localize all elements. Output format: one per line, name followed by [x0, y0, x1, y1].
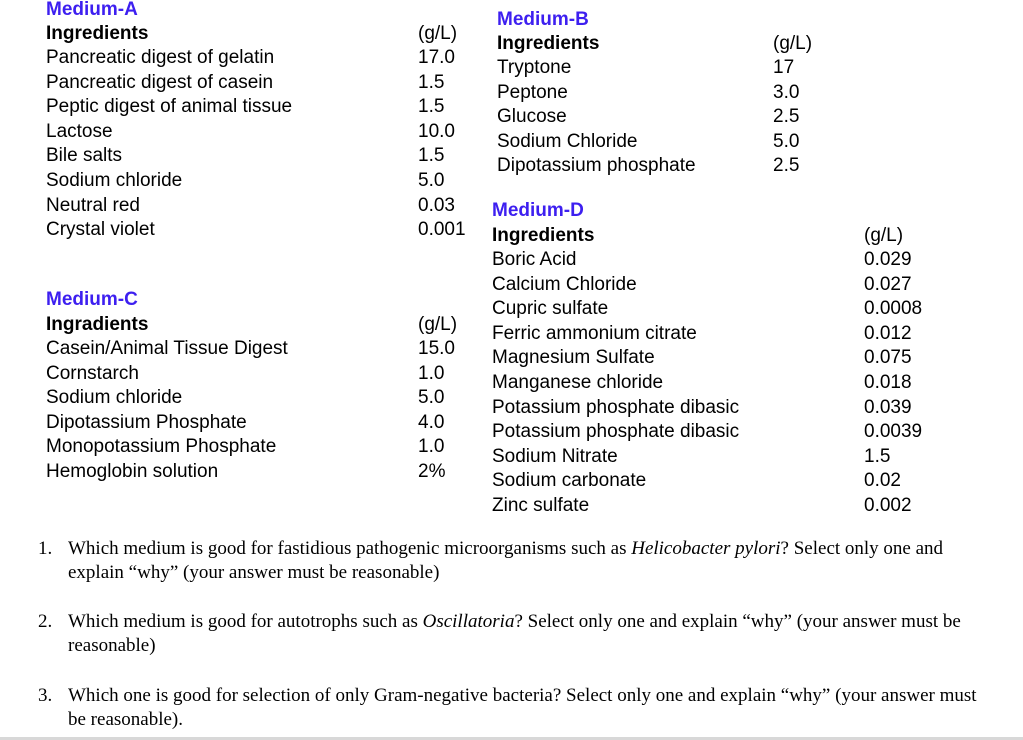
ingredient-amount: 0.029	[864, 249, 912, 270]
ingredient-amount: 17	[773, 57, 795, 78]
ingredient-amount: 0.0008	[864, 298, 923, 320]
ingredient-amount: 0.018	[864, 371, 912, 393]
ingredient-name: Monopotassium Phosphate	[46, 436, 277, 458]
medium-d-names	[492, 248, 739, 519]
question-1-organism: Helicobacter pylori	[631, 538, 781, 559]
ingredient-amount: 4.0	[418, 411, 445, 433]
medium-c-ingredients-header: Ingradients	[46, 314, 149, 335]
medium-d-unit-header: (g/L)	[864, 225, 904, 246]
ingredient-name: Lactose	[46, 120, 113, 142]
ingredient-name: Sodium carbonate	[492, 470, 647, 492]
question-1-number: 1.	[38, 538, 53, 559]
ingredient-amount: 17.0	[418, 47, 455, 68]
ingredient-name: Crystal violet	[46, 219, 155, 241]
ingredient-name: Cupric sulfate	[492, 298, 609, 320]
medium-d-amounts	[864, 248, 922, 519]
ingredient-name: Potassium phosphate dibasic	[492, 396, 740, 418]
ingredient-amount: 1.5	[418, 71, 445, 93]
medium-b-ingredients-header: Ingredients	[497, 33, 600, 54]
ingredient-name: Peptic digest of animal tissue	[46, 96, 293, 118]
ingredient-name: Sodium chloride	[46, 169, 183, 191]
medium-a-unit-header: (g/L)	[418, 23, 458, 44]
ingredient-name: Pancreatic digest of gelatin	[46, 47, 275, 68]
ingredient-name: Cornstarch	[46, 362, 139, 384]
ingredient-name: Tryptone	[497, 57, 572, 78]
ingredient-name: Pancreatic digest of casein	[46, 71, 274, 93]
medium-a-amounts	[418, 46, 466, 243]
ingredient-name: Sodium chloride	[46, 387, 183, 409]
medium-a-ingredients-header: Ingredients	[46, 23, 149, 44]
ingredient-amount: 1.5	[418, 96, 445, 118]
ingredient-amount: 10.0	[418, 120, 455, 142]
ingredient-name: Zinc sulfate	[492, 494, 590, 516]
medium-b-amounts	[773, 56, 799, 179]
ingredient-name: Magnesium Sulfate	[492, 347, 655, 369]
ingredient-amount: 2.5	[773, 106, 800, 128]
ingredient-name: Sodium Chloride	[497, 130, 638, 152]
ingredient-amount: 5.0	[418, 387, 445, 409]
ingredient-amount: 3.0	[773, 81, 800, 103]
ingredient-name: Manganese chloride	[492, 371, 664, 393]
ingredient-name: Sodium Nitrate	[492, 445, 618, 467]
question-2-text: Which medium is good for autotrophs such as Oscillatoria? Select only one and explain “why” (your answer must be reasonable)	[68, 611, 961, 656]
ingredient-name: Glucose	[497, 106, 567, 128]
question-1-text: Which medium is good for fastidious pathogenic microorganisms such as Helicobacter pylori? Select only one and explain “why” (your answer must be reasonable)	[68, 538, 944, 583]
ingredient-amount: 0.001	[418, 219, 466, 241]
question-3-text: Which one is good for selection of only Gram-negative bacteria? Select only one and explain “why” (your answer must be reasonable).	[68, 685, 977, 730]
ingredient-name: Boric Acid	[492, 249, 577, 270]
ingredient-name: Hemoglobin solution	[46, 460, 219, 482]
medium-a-names	[46, 46, 292, 243]
ingredient-amount: 1.0	[418, 436, 445, 458]
ingredient-amount: 0.027	[864, 273, 912, 295]
ingredient-name: Dipotassium phosphate	[497, 155, 696, 177]
medium-c-amounts	[418, 337, 455, 485]
ingredient-amount: 0.075	[864, 347, 912, 369]
medium-b-unit-header: (g/L)	[773, 33, 813, 54]
ingredient-amount: 1.5	[864, 445, 891, 467]
medium-d-ingredients-header: Ingredients	[492, 225, 595, 246]
question-2-number: 2.	[38, 611, 53, 632]
ingredient-amount: 1.0	[418, 362, 445, 384]
ingredient-name: Bile salts	[46, 145, 123, 167]
ingredient-name: Peptone	[497, 81, 568, 103]
ingredient-name: Ferric ammonium citrate	[492, 322, 697, 344]
ingredient-amount: 2%	[418, 460, 446, 482]
ingredient-amount: 0.02	[864, 470, 901, 492]
ingredient-name: Dipotassium Phosphate	[46, 411, 247, 433]
ingredient-amount: 0.012	[864, 322, 912, 344]
ingredient-amount: 5.0	[418, 169, 445, 191]
ingredient-name: Casein/Animal Tissue Digest	[46, 338, 288, 359]
medium-b-names	[497, 56, 696, 179]
medium-a-title: Medium-A	[46, 0, 138, 20]
medium-c-title: Medium-C	[46, 289, 138, 310]
medium-d-title: Medium-D	[492, 200, 584, 221]
medium-b-title: Medium-B	[497, 9, 589, 30]
medium-c-names	[46, 337, 288, 485]
question-3-number: 3.	[38, 685, 53, 706]
ingredient-amount: 15.0	[418, 338, 455, 359]
ingredient-amount: 5.0	[773, 130, 800, 152]
ingredient-amount: 1.5	[418, 145, 445, 167]
ingredient-amount: 2.5	[773, 155, 800, 177]
ingredient-amount: 0.03	[418, 194, 455, 216]
ingredient-name: Neutral red	[46, 194, 140, 216]
ingredient-amount: 0.039	[864, 396, 912, 418]
question-2-organism: Oscillatoria	[422, 611, 515, 632]
ingredient-name: Potassium phosphate dibasic	[492, 421, 740, 443]
ingredient-amount: 0.002	[864, 494, 912, 516]
ingredient-amount: 0.0039	[864, 421, 923, 443]
ingredient-name: Calcium Chloride	[492, 273, 637, 295]
medium-c-unit-header: (g/L)	[418, 314, 458, 335]
